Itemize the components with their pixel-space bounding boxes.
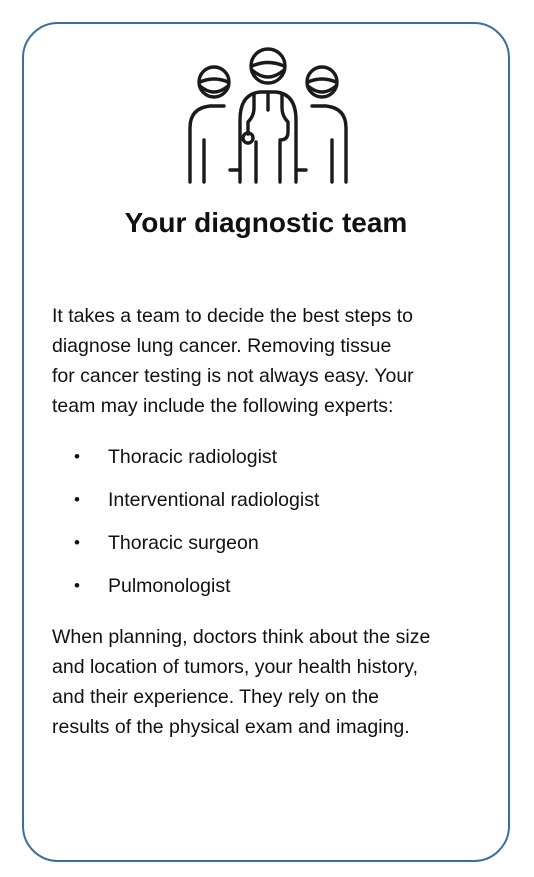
info-card [22, 22, 510, 862]
list-item [52, 485, 482, 528]
bullet: • [74, 447, 80, 466]
expert-label: Interventional radiologist [108, 489, 320, 511]
expert-label: Thoracic radiologist [108, 446, 278, 468]
expert-label: Pulmonologist [108, 575, 231, 597]
bullet: • [74, 490, 80, 509]
expert-label: Thoracic surgeon [108, 532, 259, 554]
bullet: • [74, 576, 80, 595]
intro-line: diagnose lung cancer. Removing tissue [52, 335, 392, 357]
list-item [52, 442, 482, 485]
medical-team-icon [180, 42, 356, 192]
closing-paragraph [52, 622, 482, 742]
closing-line: and location of tumors, your health history, [52, 656, 418, 678]
intro-line: It takes a team to decide the best steps to [52, 305, 413, 327]
intro-paragraph [52, 301, 482, 421]
closing-line: When planning, doctors think about the size [52, 626, 431, 648]
list-item [52, 528, 482, 571]
bullet: • [74, 533, 80, 552]
list-item [52, 571, 482, 614]
intro-line: for cancer testing is not always easy. Your [52, 365, 414, 387]
intro-line: team may include the following experts: [52, 395, 394, 417]
card-title: Your diagnostic team [124, 207, 408, 238]
experts-list [52, 442, 482, 614]
closing-line: results of the physical exam and imaging. [52, 716, 410, 738]
closing-line: and their experience. They rely on the [52, 686, 380, 708]
